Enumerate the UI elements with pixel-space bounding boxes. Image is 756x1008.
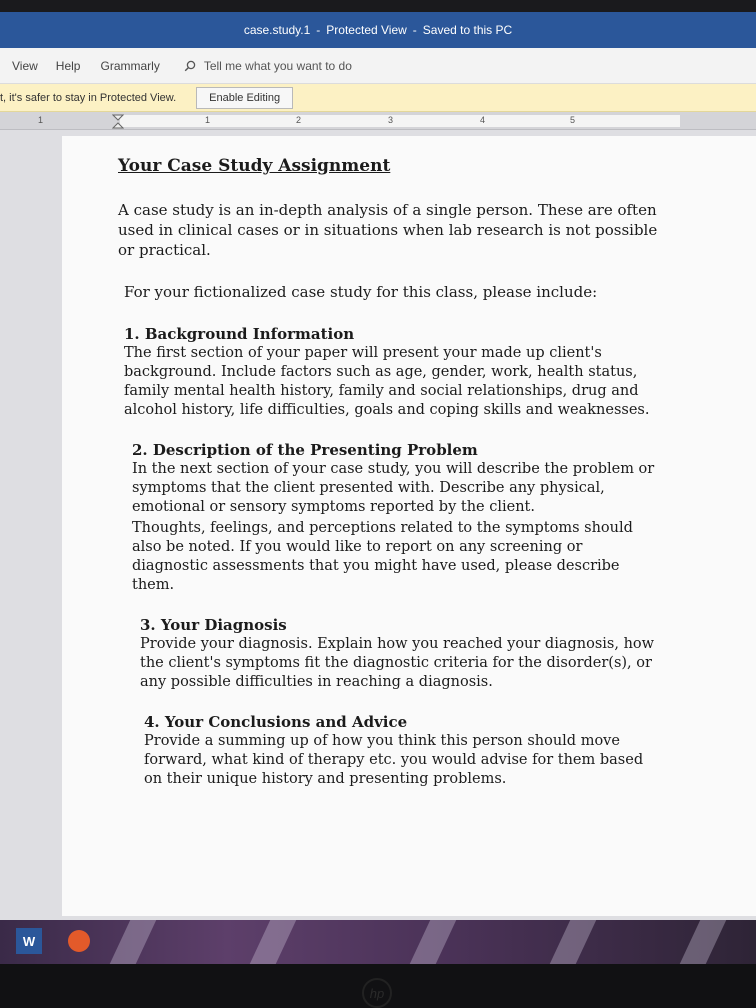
ruler-margin-area (120, 115, 680, 127)
ruler-number: 4 (480, 115, 486, 125)
wallpaper-stripe (550, 920, 597, 964)
wallpaper-stripe (110, 920, 157, 964)
wallpaper-stripe (680, 920, 727, 964)
title-separator: - (412, 23, 417, 37)
ruler-number: 3 (388, 115, 394, 125)
section-body: In the next section of your case study, you will describe the problem or symptoms that the client presented with. Describe any physical, emotional or sensory symptoms reported by the client. (132, 461, 655, 515)
title-bar (0, 12, 756, 48)
intro-paragraph: A case study is an in-depth analysis of a single person. These are often used in clinical cases or in situations when lab research is not possible or practical. (118, 201, 658, 259)
section-presenting-problem (132, 440, 658, 595)
document-title: Your Case Study Assignment (118, 156, 391, 176)
ruler-number: 2 (296, 115, 302, 125)
section-body: Provide a summing up of how you think this person should move forward, what kind of therapy etc. you would advise for them based on their unique history and presenting problems. (144, 733, 644, 787)
section-heading: 1. Background Information (124, 325, 355, 343)
title-separator: - (316, 23, 321, 37)
app-icon[interactable] (68, 930, 90, 952)
enable-editing-button[interactable]: Enable Editing (196, 87, 293, 109)
indent-marker-icon[interactable] (112, 114, 124, 130)
section-diagnosis (140, 615, 658, 692)
ruler-number: 1 (38, 115, 44, 125)
monitor-bezel-bottom (0, 964, 756, 1008)
taskbar (0, 920, 756, 964)
instruction-paragraph: For your fictionalized case study for this class, please include: (124, 283, 598, 301)
tell-me-search[interactable] (184, 59, 352, 73)
section-body: Provide your diagnosis. Explain how you reached your diagnosis, how the client's symptoms fit the diagnostic criteria for the disorder(s), or any possible difficulties in reaching a diagnosis. (140, 636, 655, 690)
protected-view-bar (0, 84, 756, 112)
title-save-status: Saved to this PC (422, 23, 513, 37)
title-mode: Protected View (326, 23, 407, 37)
horizontal-ruler[interactable] (0, 112, 756, 130)
section-conclusions (144, 712, 658, 789)
tell-me-placeholder: Tell me what you want to do (203, 58, 352, 73)
section-body-continued: Thoughts, feelings, and perceptions related to the symptoms should also be noted. If you would like to report on any screening or diagnostic assessments that you might have used, please describe them. (132, 520, 633, 593)
title-filename: case.study.1 (243, 23, 311, 37)
protected-view-message: t, it's safer to stay in Protected View. (0, 91, 177, 104)
search-icon (184, 60, 196, 72)
menu-view[interactable]: View (12, 58, 38, 73)
section-background (124, 324, 658, 420)
section-heading: 4. Your Conclusions and Advice (144, 713, 408, 731)
wallpaper-stripe (410, 920, 457, 964)
menu-help[interactable]: Help (55, 58, 81, 73)
section-body: The first section of your paper will present your made up client's background. Include factors such as age, gender, work, health status, family mental health history, family and social relationships, drug and alcohol history, life difficulties, goals and coping skills and weaknesses. (124, 345, 650, 418)
hp-logo-icon (362, 978, 392, 1008)
document-page[interactable] (62, 136, 756, 916)
document-canvas (0, 130, 756, 920)
ruler-number: 1 (205, 115, 211, 125)
menu-grammarly[interactable]: Grammarly (100, 58, 160, 73)
section-heading: 3. Your Diagnosis (140, 616, 287, 634)
menu-bar (0, 48, 756, 84)
word-app-icon[interactable] (16, 928, 42, 954)
section-heading: 2. Description of the Presenting Problem (132, 441, 478, 459)
monitor-bezel-top (0, 0, 756, 12)
wallpaper-stripe (250, 920, 297, 964)
ruler-number: 5 (570, 115, 576, 125)
word-icon-letter: W (22, 933, 36, 949)
hp-logo-text: hp (369, 985, 385, 1001)
document-body (118, 156, 658, 809)
